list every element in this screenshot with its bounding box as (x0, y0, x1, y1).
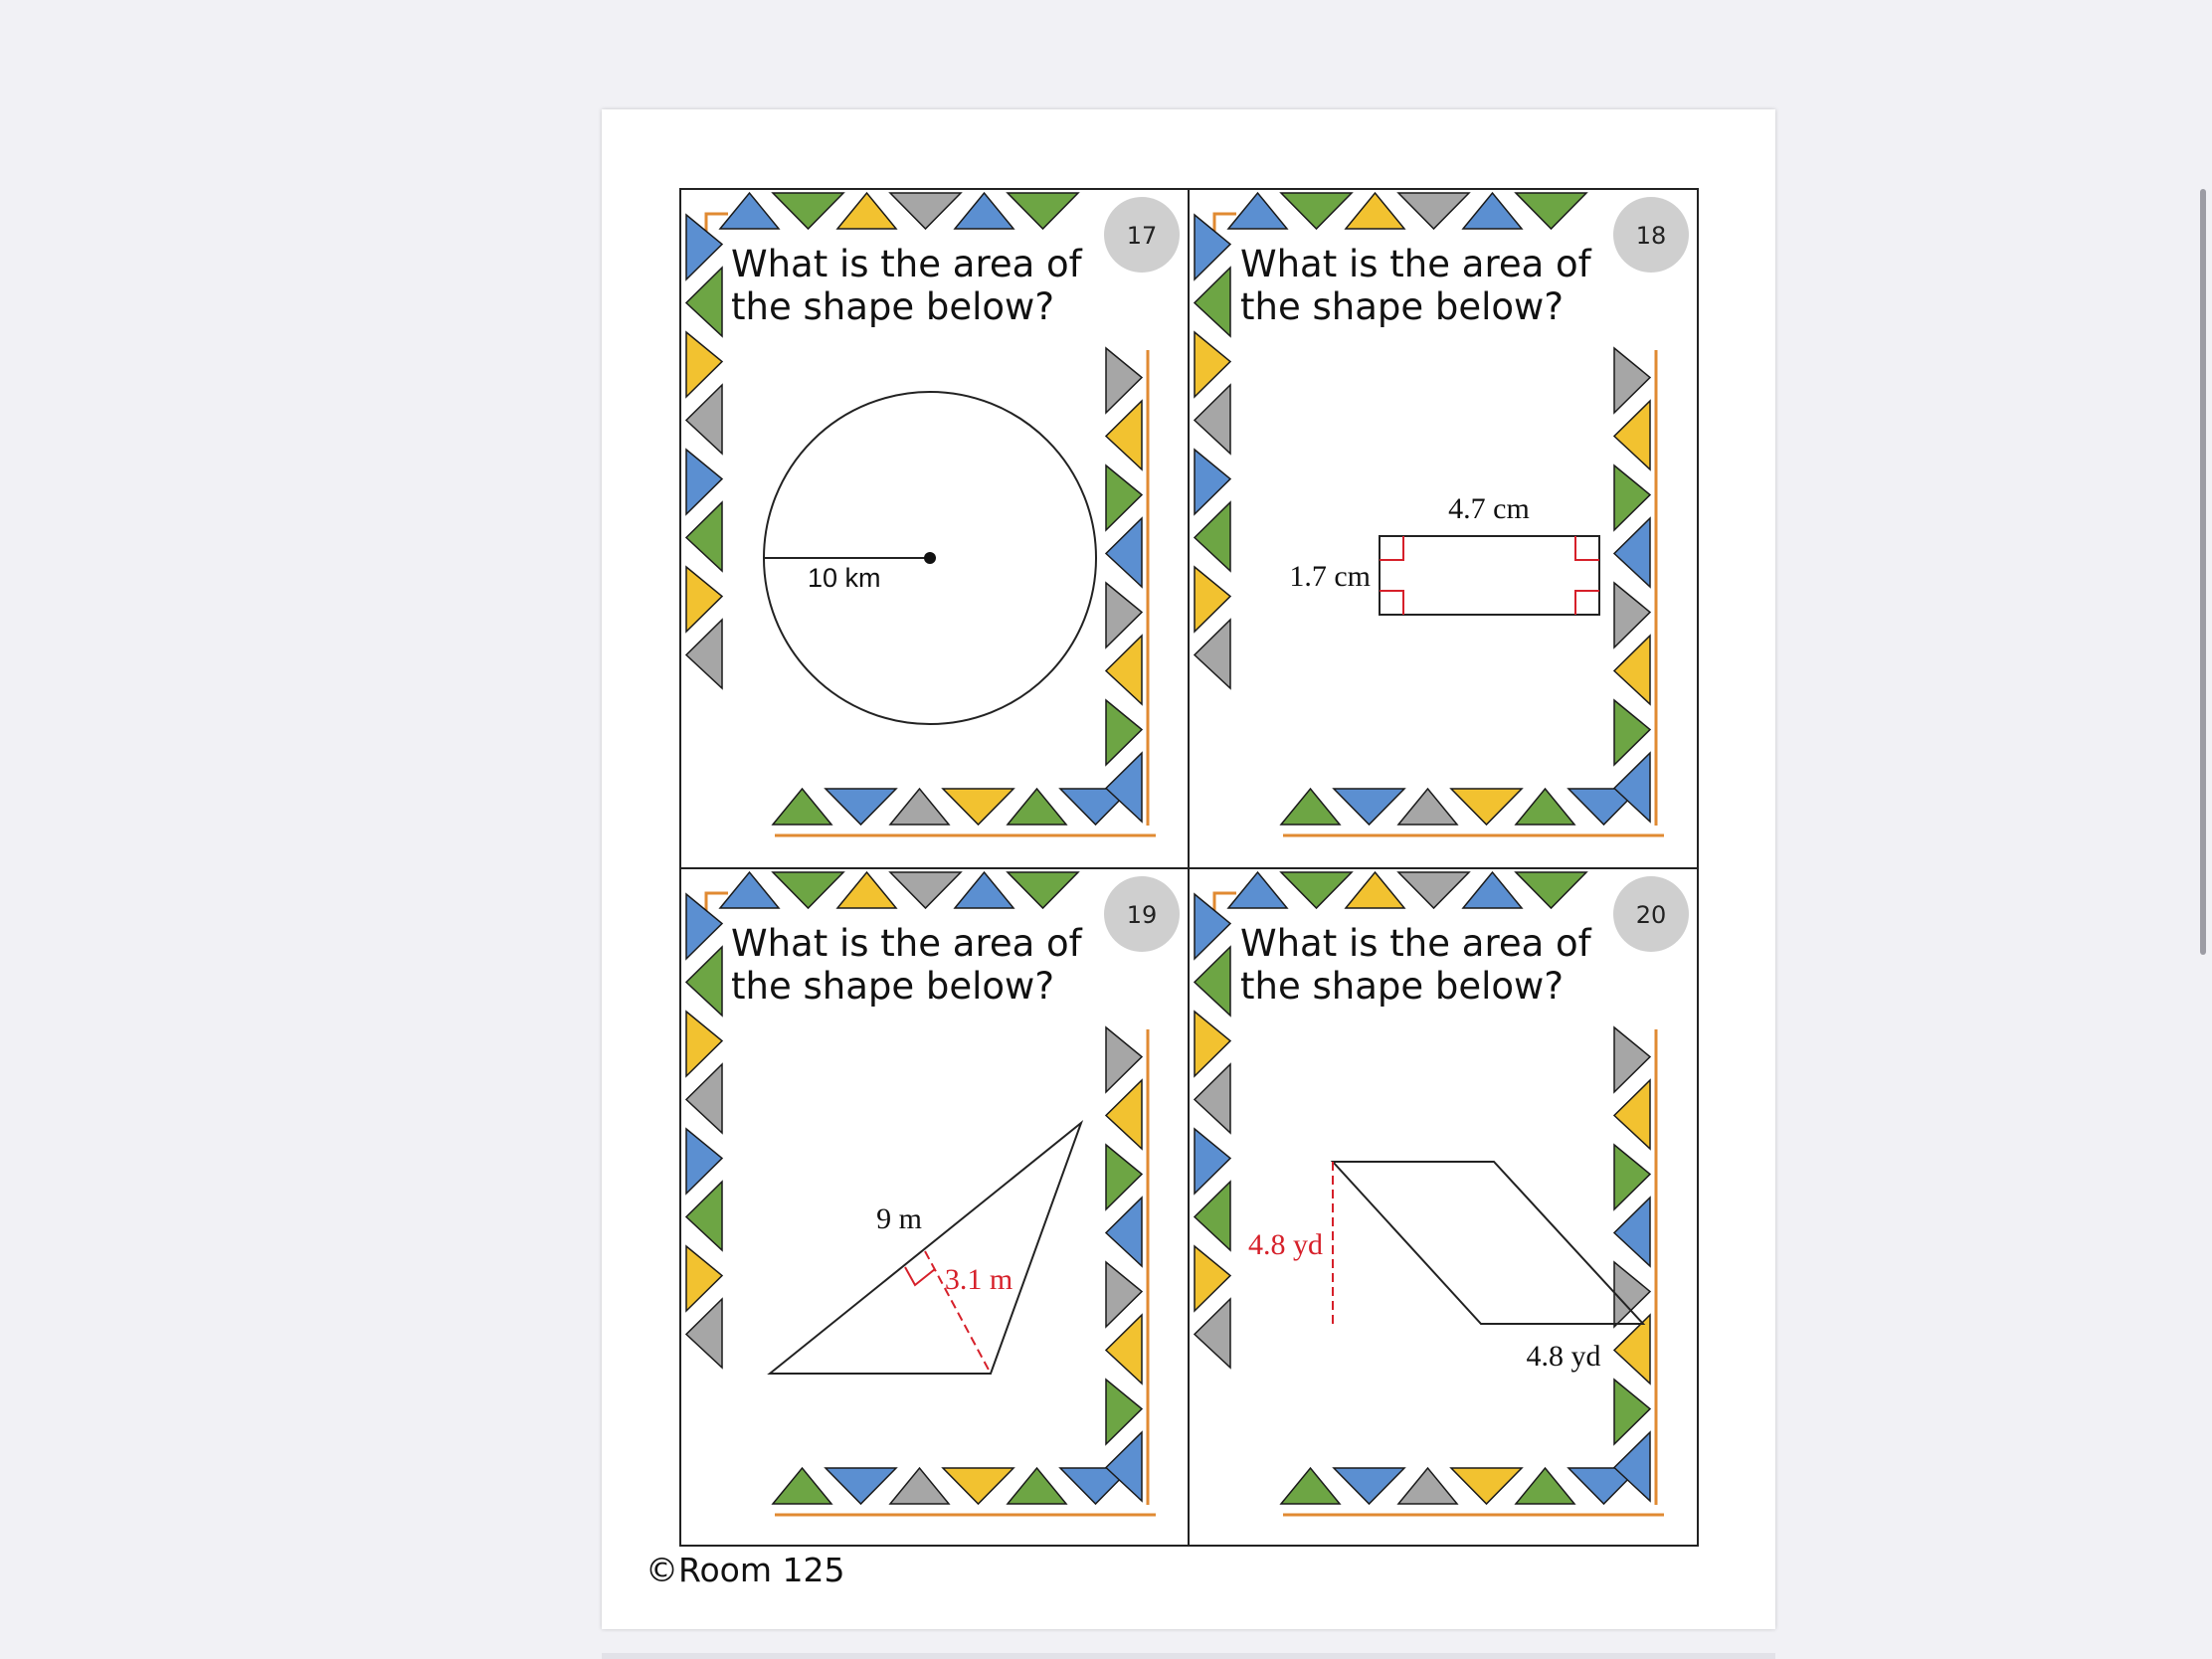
question-line-1: What is the area of (731, 922, 1082, 965)
pattern-triangle (1195, 1246, 1230, 1311)
question-line-2: the shape below? (1240, 285, 1564, 328)
circle-figure (764, 392, 1096, 724)
task-card-18 (1195, 193, 1689, 835)
pattern-triangle (1614, 401, 1650, 469)
pattern-triangle (826, 789, 896, 825)
pattern-triangle (1106, 348, 1142, 413)
rectangle-figure (1289, 492, 1599, 615)
pattern-triangle (1614, 348, 1650, 413)
pattern-triangle (1195, 502, 1230, 571)
pattern-triangle (1106, 1262, 1142, 1327)
pattern-triangle (1614, 753, 1650, 822)
pattern-triangle (686, 620, 722, 688)
pattern-triangle (1195, 894, 1230, 959)
pattern-triangle (1614, 465, 1650, 530)
pattern-triangle (1106, 1432, 1142, 1501)
card-number: 18 (1635, 222, 1667, 250)
card-number-badge (1613, 876, 1689, 952)
pattern-triangle (720, 193, 779, 229)
pattern-triangle (1398, 1468, 1457, 1504)
question-line-1: What is the area of (1240, 922, 1591, 965)
pattern-triangle (1281, 1468, 1340, 1504)
pattern-triangle (1334, 1468, 1404, 1504)
question-line-1: What is the area of (731, 243, 1082, 285)
pattern-triangle (773, 789, 831, 825)
pattern-triangle (826, 1468, 896, 1504)
pattern-triangle (1008, 193, 1078, 229)
pattern-triangle (1398, 789, 1457, 825)
pattern-triangle (1614, 1198, 1650, 1266)
pattern-triangle (686, 1299, 722, 1368)
pattern-triangle (1195, 1182, 1230, 1250)
question-line-1: What is the area of (1240, 243, 1591, 285)
card-number: 20 (1635, 901, 1667, 929)
pattern-triangle (1614, 1315, 1650, 1383)
pattern-triangle (720, 872, 779, 908)
pattern-triangle (773, 872, 843, 908)
pattern-triangle (1106, 401, 1142, 469)
pattern-triangle (1451, 789, 1522, 825)
pattern-triangle (686, 502, 722, 571)
pattern-triangle (1614, 1432, 1650, 1501)
pattern-triangle (1614, 636, 1650, 704)
pattern-triangle (1195, 268, 1230, 336)
pattern-triangle (1106, 753, 1142, 822)
pattern-triangle (686, 567, 722, 632)
pattern-triangle (686, 385, 722, 454)
pattern-triangle (1195, 450, 1230, 514)
pattern-triangle (1195, 215, 1230, 279)
pattern-triangle (1106, 1315, 1142, 1383)
question-line-2: the shape below? (731, 965, 1054, 1008)
pattern-triangle (1398, 872, 1469, 908)
pattern-triangle (686, 947, 722, 1015)
card-number: 19 (1126, 901, 1158, 929)
pattern-triangle (1614, 1027, 1650, 1092)
pattern-triangle (686, 1064, 722, 1133)
pattern-triangle (1516, 789, 1574, 825)
pattern-triangle (1195, 1064, 1230, 1133)
pattern-triangle (1195, 1129, 1230, 1194)
pattern-triangle (890, 789, 949, 825)
pattern-triangle (1195, 567, 1230, 632)
pattern-triangle (1106, 1027, 1142, 1092)
pattern-triangle (686, 1129, 722, 1194)
question-line-2: the shape below? (731, 285, 1054, 328)
copyright-footer: ©Room 125 (645, 1551, 845, 1589)
pattern-triangle (686, 1182, 722, 1250)
pattern-triangle (1228, 193, 1287, 229)
radius-label: 10 km (808, 563, 881, 593)
pattern-triangle (1463, 193, 1522, 229)
pattern-triangle (1614, 1080, 1650, 1149)
pattern-triangle (1106, 518, 1142, 587)
pattern-triangle (686, 332, 722, 397)
pattern-triangle (1346, 872, 1404, 908)
pattern-triangle (1516, 1468, 1574, 1504)
pattern-triangle (1334, 789, 1404, 825)
pattern-triangle (1106, 1198, 1142, 1266)
right-angle-marks (1380, 536, 1599, 615)
pattern-triangle (1281, 872, 1352, 908)
pattern-triangle (773, 1468, 831, 1504)
pattern-triangle (955, 872, 1014, 908)
pattern-triangle (837, 193, 896, 229)
question-line-2: the shape below? (1240, 965, 1564, 1008)
height-label: 3.1 m (944, 1263, 1014, 1296)
left-dimension-label: 1.7 cm (1289, 560, 1371, 593)
pattern-triangle (686, 215, 722, 279)
pattern-triangle (1195, 332, 1230, 397)
pattern-triangle (890, 872, 961, 908)
pattern-triangle (686, 1246, 722, 1311)
pattern-triangle (1228, 872, 1287, 908)
pattern-triangle (686, 450, 722, 514)
task-card-17 (686, 193, 1180, 835)
pattern-triangle (1106, 636, 1142, 704)
parallelogram-figure (1248, 1162, 1643, 1373)
pattern-triangle (1346, 193, 1404, 229)
task-card-20 (1195, 872, 1689, 1515)
card-number-badge (1104, 197, 1180, 273)
pattern-triangle (943, 1468, 1014, 1504)
pattern-triangle (1614, 1262, 1650, 1327)
pattern-triangle (890, 1468, 949, 1504)
pattern-triangle (1195, 1012, 1230, 1076)
pattern-triangle (1281, 789, 1340, 825)
pattern-triangle (686, 894, 722, 959)
pattern-triangle (1106, 1380, 1142, 1444)
pattern-triangle (837, 872, 896, 908)
triangle-figure (770, 1123, 1081, 1374)
pattern-triangle (1398, 193, 1469, 229)
side-label: 9 m (876, 1202, 922, 1235)
pattern-triangle (1614, 518, 1650, 587)
card-number: 17 (1126, 222, 1158, 250)
pattern-triangle (1516, 872, 1586, 908)
height-label: 4.8 yd (1248, 1228, 1323, 1261)
pattern-triangle (1008, 789, 1066, 825)
pattern-triangle (1281, 193, 1352, 229)
base-label: 4.8 yd (1526, 1340, 1601, 1373)
pattern-triangle (1106, 1080, 1142, 1149)
task-card-19 (686, 872, 1180, 1515)
pattern-triangle (1614, 1145, 1650, 1209)
pattern-triangle (1106, 583, 1142, 647)
pattern-triangle (686, 268, 722, 336)
pattern-triangle (1195, 1299, 1230, 1368)
pattern-triangle (1106, 465, 1142, 530)
pattern-triangle (1614, 700, 1650, 765)
pattern-triangle (1008, 872, 1078, 908)
pattern-triangle (1614, 1380, 1650, 1444)
card-number-badge (1613, 197, 1689, 273)
pattern-triangle (1195, 947, 1230, 1015)
pattern-triangle (686, 1012, 722, 1076)
pattern-triangle (1008, 1468, 1066, 1504)
pattern-triangle (943, 789, 1014, 825)
top-dimension-label: 4.7 cm (1448, 492, 1530, 525)
right-angle-mark (905, 1267, 935, 1285)
center-point (924, 552, 936, 564)
pattern-triangle (1106, 1145, 1142, 1209)
pattern-triangle (1463, 872, 1522, 908)
pattern-triangle (1516, 193, 1586, 229)
pattern-triangle (1614, 583, 1650, 647)
card-number-badge (1104, 876, 1180, 952)
pattern-triangle (955, 193, 1014, 229)
pattern-triangle (890, 193, 961, 229)
pattern-triangle (773, 193, 843, 229)
pattern-triangle (1195, 620, 1230, 688)
pattern-triangle (1106, 700, 1142, 765)
pattern-triangle (1451, 1468, 1522, 1504)
pattern-triangle (1195, 385, 1230, 454)
